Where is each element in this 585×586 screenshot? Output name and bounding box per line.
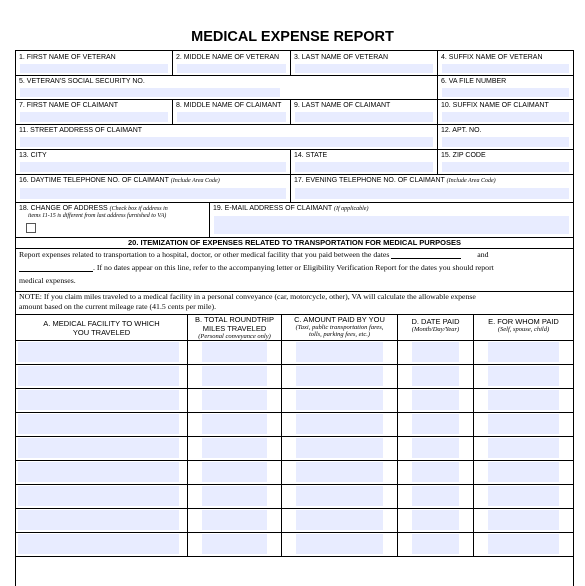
input-area[interactable] [412, 366, 459, 386]
input-area[interactable] [488, 414, 559, 434]
input-area[interactable] [296, 462, 383, 482]
input-area[interactable] [442, 88, 569, 97]
input-area[interactable] [412, 390, 459, 410]
email-address-field[interactable] [210, 202, 573, 237]
input-area[interactable] [488, 534, 559, 554]
amount-cell[interactable] [282, 532, 398, 556]
daytime-telephone-field[interactable] [16, 174, 291, 202]
table-row [16, 364, 573, 389]
for-whom-cell[interactable] [474, 484, 573, 508]
input-area[interactable] [18, 438, 179, 458]
ssn-field[interactable] [16, 75, 438, 99]
input-area[interactable] [442, 162, 569, 172]
date-cell[interactable] [398, 412, 474, 436]
table-row [16, 388, 573, 413]
amount-cell[interactable] [282, 340, 398, 364]
input-area[interactable] [442, 64, 569, 73]
input-area[interactable] [202, 510, 267, 530]
table-row [16, 460, 573, 485]
input-area[interactable] [296, 486, 383, 506]
input-area[interactable] [20, 64, 168, 73]
facility-cell[interactable] [16, 412, 188, 436]
date-cell[interactable] [398, 388, 474, 412]
input-area[interactable] [202, 534, 267, 554]
date-cell[interactable] [398, 364, 474, 388]
section-20-instructions [16, 248, 573, 292]
input-area[interactable] [202, 390, 267, 410]
miles-cell[interactable] [188, 388, 282, 412]
input-area[interactable] [412, 342, 459, 362]
page-title: MEDICAL EXPENSE REPORT [191, 29, 394, 45]
mileage-note [16, 291, 573, 315]
for-whom-cell[interactable] [474, 412, 573, 436]
field-note: items 11-15 is different from last address furnished to VA) [28, 213, 167, 219]
miles-cell[interactable] [188, 340, 282, 364]
input-area[interactable] [296, 366, 383, 386]
input-area[interactable] [18, 510, 179, 530]
input-area[interactable] [20, 188, 286, 199]
field-label: 12. APT. NO. [441, 127, 482, 134]
apt-no-field[interactable] [438, 124, 573, 149]
facility-cell[interactable] [16, 436, 188, 460]
input-area[interactable] [18, 462, 179, 482]
suffix-name-veteran-field[interactable] [438, 51, 573, 75]
facility-cell[interactable] [16, 388, 188, 412]
field-label: 16. DAYTIME TELEPHONE NO. OF CLAIMANT (Include Area Code) [19, 177, 220, 184]
input-area[interactable] [202, 414, 267, 434]
input-area[interactable] [295, 162, 433, 172]
input-area[interactable] [295, 64, 433, 73]
input-area[interactable] [214, 216, 569, 234]
input-area[interactable] [202, 366, 267, 386]
input-area[interactable] [412, 462, 459, 482]
note-line-1: NOTE: If you claim miles traveled to a medical facility in a personal conveyance (car, motorcycle, other), VA will calculate the allowable expense [19, 292, 476, 301]
start-date-blank[interactable] [391, 251, 461, 259]
field-label: 18. CHANGE OF ADDRESS (Check box if address in [19, 205, 168, 212]
row-ssn [16, 75, 573, 100]
field-label: 13. CITY [19, 152, 47, 159]
input-area[interactable] [202, 486, 267, 506]
row-veteran-name [16, 51, 573, 76]
input-area[interactable] [296, 438, 383, 458]
input-area[interactable] [412, 534, 459, 554]
table-row [16, 532, 573, 557]
date-cell[interactable] [398, 340, 474, 364]
date-cell[interactable] [398, 436, 474, 460]
column-header-for-whom: E. FOR WHOM PAID (Self, spouse, child) [488, 317, 559, 333]
input-area[interactable] [488, 342, 559, 362]
input-area[interactable] [18, 366, 179, 386]
amount-cell[interactable] [282, 412, 398, 436]
input-area[interactable] [202, 438, 267, 458]
field-label: 2. MIDDLE NAME OF VETERAN [176, 54, 280, 61]
facility-cell[interactable] [16, 364, 188, 388]
state-field[interactable] [291, 149, 438, 174]
change-of-address-checkbox[interactable] [26, 223, 36, 233]
column-header-miles: B. TOTAL ROUNDTRIP MILES TRAVELED (Personal conveyance only) [188, 314, 282, 340]
input-area[interactable] [20, 112, 168, 122]
input-area[interactable] [296, 510, 383, 530]
field-label: 15. ZIP CODE [441, 152, 486, 159]
input-area[interactable] [295, 112, 433, 122]
input-area[interactable] [296, 390, 383, 410]
for-whom-cell[interactable] [474, 532, 573, 556]
input-area[interactable] [177, 112, 286, 122]
table-row [16, 436, 573, 461]
input-area[interactable] [18, 486, 179, 506]
input-area[interactable] [202, 462, 267, 482]
date-cell[interactable] [398, 460, 474, 484]
facility-cell[interactable] [16, 532, 188, 556]
facility-cell[interactable] [16, 484, 188, 508]
column-header-date-paid: D. DATE PAID (Month/Day/Year) [398, 314, 474, 340]
middle-name-claimant-field[interactable] [173, 99, 291, 124]
row-city-state-zip [16, 149, 573, 175]
date-cell[interactable] [398, 484, 474, 508]
field-label: 6. VA FILE NUMBER [441, 78, 507, 85]
field-label: 3. LAST NAME OF VETERAN [294, 54, 389, 61]
street-address-field[interactable] [16, 124, 438, 149]
miles-cell[interactable] [188, 532, 282, 556]
input-area[interactable] [296, 342, 383, 362]
field-label: 4. SUFFIX NAME OF VETERAN [441, 54, 543, 61]
input-area[interactable] [296, 534, 383, 554]
row-street-address [16, 124, 573, 150]
field-label: 19. E-MAIL ADDRESS OF CLAIMANT (If applicable) [213, 205, 369, 212]
evening-telephone-field[interactable] [291, 174, 573, 202]
facility-cell[interactable] [16, 340, 188, 364]
table-header-row [16, 314, 573, 341]
input-area[interactable] [488, 510, 559, 530]
miles-cell[interactable] [188, 364, 282, 388]
table-row [16, 412, 573, 437]
field-label: 10. SUFFIX NAME OF CLAIMANT [441, 102, 549, 109]
last-name-claimant-field[interactable] [291, 99, 438, 124]
input-area[interactable] [295, 188, 569, 199]
input-area[interactable] [442, 112, 569, 122]
note-line-2: amount based on the current mileage rate (41.5 cents per mile). [19, 302, 217, 311]
input-area[interactable] [18, 534, 179, 554]
for-whom-cell[interactable] [474, 364, 573, 388]
for-whom-cell[interactable] [474, 436, 573, 460]
last-name-veteran-field[interactable] [291, 51, 438, 75]
input-area[interactable] [177, 64, 286, 73]
input-area[interactable] [20, 162, 286, 172]
field-label: 11. STREET ADDRESS OF CLAIMANT [19, 127, 143, 134]
amount-cell[interactable] [282, 364, 398, 388]
input-area[interactable] [18, 342, 179, 362]
section-20-heading: 20. ITEMIZATION OF EXPENSES RELATED TO TRANSPORTATION FOR MEDICAL PURPOSES [128, 238, 461, 247]
table-row [16, 484, 573, 509]
facility-cell[interactable] [16, 508, 188, 532]
row-claimant-name [16, 99, 573, 125]
amount-cell[interactable] [282, 484, 398, 508]
miles-cell[interactable] [188, 412, 282, 436]
row-telephone [16, 174, 573, 203]
input-area[interactable] [442, 137, 569, 147]
input-area[interactable] [18, 390, 179, 410]
row-change-of-address-email [16, 202, 573, 238]
input-area[interactable] [488, 366, 559, 386]
input-area[interactable] [488, 486, 559, 506]
change-of-address-field [16, 202, 210, 237]
input-area[interactable] [412, 414, 459, 434]
column-header-amount-paid: C. AMOUNT PAID BY YOU (Taxi, public transportation fares, tolls, parking fees, etc.) [282, 314, 398, 340]
va-file-number-field[interactable] [438, 75, 573, 99]
for-whom-cell[interactable] [474, 460, 573, 484]
input-area[interactable] [20, 137, 433, 147]
for-whom-cell[interactable] [474, 508, 573, 532]
table-row [16, 508, 573, 533]
input-area[interactable] [488, 438, 559, 458]
instructions-line-2: . If no dates appear on this line, refer to the accompanying letter or Eligibility Verification Report for the dates you should report [19, 263, 494, 272]
date-cell[interactable] [398, 508, 474, 532]
first-name-veteran-field[interactable] [16, 51, 173, 75]
instructions-line-3: medical expenses. [19, 276, 76, 285]
suffix-name-claimant-field[interactable] [438, 99, 573, 124]
field-label: 9. LAST NAME OF CLAIMANT [294, 102, 391, 109]
input-area[interactable] [488, 462, 559, 482]
middle-name-veteran-field[interactable] [173, 51, 291, 75]
expense-form [15, 50, 574, 586]
input-area[interactable] [412, 438, 459, 458]
input-area[interactable] [18, 414, 179, 434]
column-header-facility: A. MEDICAL FACILITY TO WHICH YOU TRAVELED [16, 314, 188, 340]
input-area[interactable] [412, 486, 459, 506]
input-area[interactable] [202, 342, 267, 362]
input-area[interactable] [296, 414, 383, 434]
facility-cell[interactable] [16, 460, 188, 484]
for-whom-cell[interactable] [474, 388, 573, 412]
field-label: 7. FIRST NAME OF CLAIMANT [19, 102, 119, 109]
amount-cell[interactable] [282, 388, 398, 412]
first-name-claimant-field[interactable] [16, 99, 173, 124]
miles-cell[interactable] [188, 460, 282, 484]
field-label: 1. FIRST NAME OF VETERAN [19, 54, 116, 61]
instructions-line-1: Report expenses related to transportation to a hospital, doctor, or other medical facility that you paid between the dates and [19, 250, 489, 259]
miles-cell[interactable] [188, 484, 282, 508]
table-row [16, 340, 573, 365]
zip-code-field[interactable] [438, 149, 573, 174]
input-area[interactable] [20, 88, 280, 97]
field-label: 14. STATE [294, 152, 328, 159]
field-label: 8. MIDDLE NAME OF CLAIMANT [176, 102, 282, 109]
date-cell[interactable] [398, 532, 474, 556]
input-area[interactable] [412, 510, 459, 530]
field-label: 17. EVENING TELEPHONE NO. OF CLAIMANT (Include Area Code) [294, 177, 496, 184]
amount-cell[interactable] [282, 460, 398, 484]
amount-cell[interactable] [282, 436, 398, 460]
for-whom-cell[interactable] [474, 340, 573, 364]
miles-cell[interactable] [188, 508, 282, 532]
amount-cell[interactable] [282, 508, 398, 532]
end-date-blank[interactable] [19, 264, 93, 272]
city-field[interactable] [16, 149, 291, 174]
input-area[interactable] [488, 390, 559, 410]
field-label: 5. VETERAN'S SOCIAL SECURITY NO. [19, 78, 145, 85]
miles-cell[interactable] [188, 436, 282, 460]
